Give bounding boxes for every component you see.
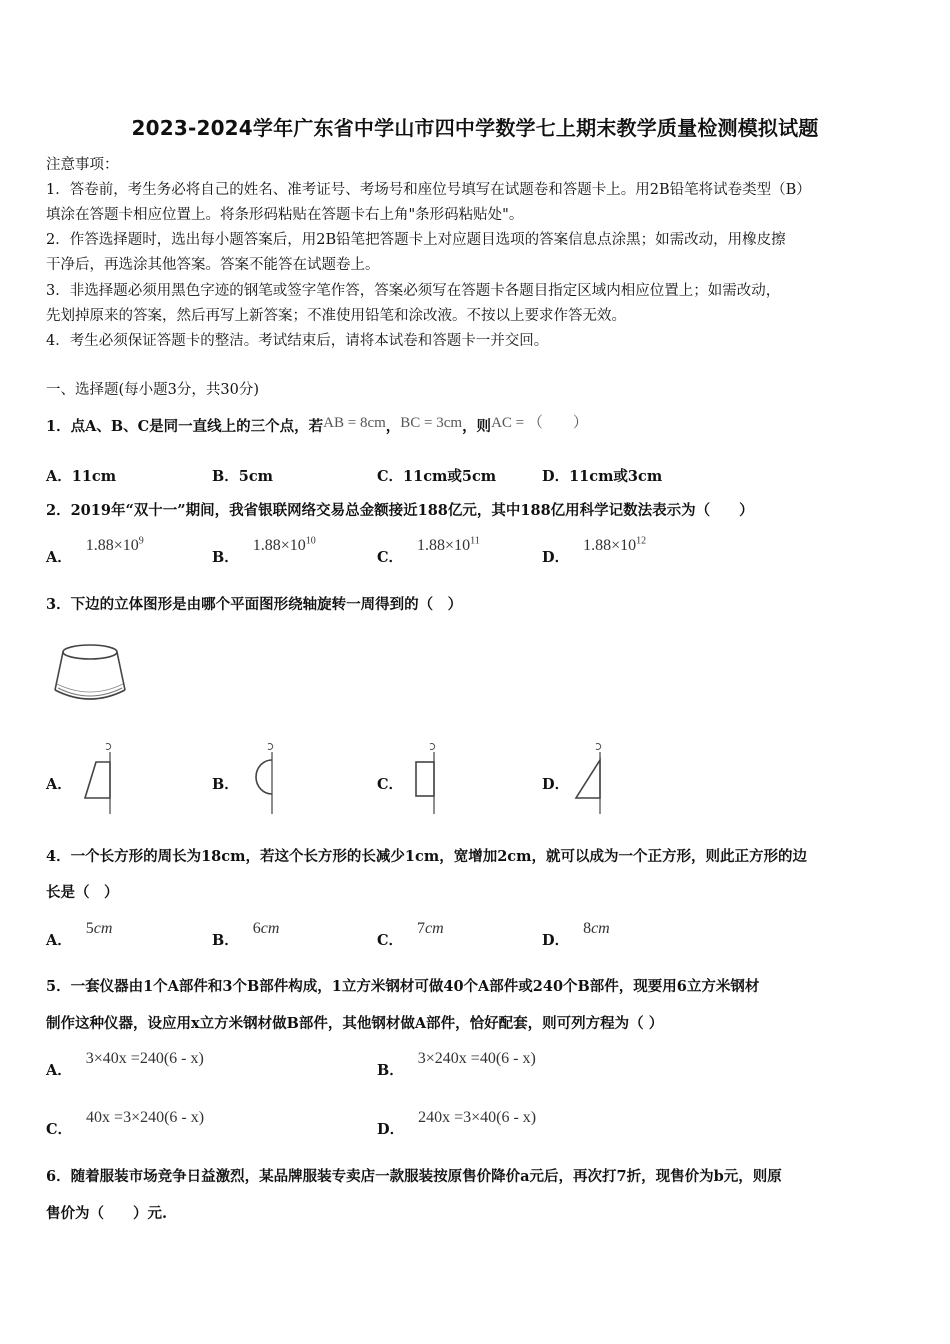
q2-option-c: C．$1.88\times 10^{11}$ <box>377 535 480 566</box>
math-bc: BC = 3cm <box>400 415 463 431</box>
math-ab: AB = 8cm <box>323 415 386 431</box>
q3-figure-b <box>252 742 292 814</box>
notice-line-1: 1．答卷前，考生务必将自己的姓名、准考证号、考场号和座位号填写在试题卷和答题卡上。用2B铅笔将试卷类型（B） <box>46 182 811 198</box>
q1-option-c: C．11cm或5cm <box>377 468 497 485</box>
question-5-stem-2: 制作这种仪器，设应用x立方米钢材做B部件，其他钢材做A部件，恰好配套，则可列方程为（ ） <box>46 1015 664 1032</box>
q5-option-c: C．40x =3×240(6 - x) <box>46 1109 205 1138</box>
q2-option-a: A．$1.88\times 10^9$ <box>46 535 144 566</box>
question-4-stem-2: 长是（ ） <box>46 884 119 901</box>
q3-option-c: C． <box>377 776 404 793</box>
notice-line-7: 4．考生必须保证答题卡的整洁。考试结束后，请将本试卷和答题卡一并交回。 <box>46 333 549 349</box>
question-4-stem-1: 4．一个长方形的周长为18cm，若这个长方形的长减少1cm，宽增加2cm，就可以成为一个正方形，则此正方形的边 <box>46 848 807 865</box>
q4-option-d: D．8cm <box>542 920 610 949</box>
notice-line-6: 先划掉原来的答案，然后再写上新答案；不准使用铅笔和涂改液。不按以上要求作答无效。 <box>46 308 626 324</box>
q4-option-a: A．5cm <box>46 920 113 949</box>
section-heading: 一、选择题(每小题3分，共30分) <box>46 382 259 398</box>
q4-option-b: B．6cm <box>212 920 280 949</box>
q1-option-a: A．11cm <box>46 468 117 485</box>
notice-line-3: 2．作答选择题时，选出每小题答案后，用2B铅笔把答题卡上对应题目选项的答案信息点涂黑；如需改动，用橡皮擦 <box>46 232 786 248</box>
q3-figure-a <box>80 742 120 814</box>
question-6-stem-2: 售价为（ ）元. <box>46 1205 168 1222</box>
q3-figure-d <box>572 742 612 814</box>
q1-option-b: B．5cm <box>212 468 274 485</box>
q2-option-d: D．$1.88\times 10^{12}$ <box>542 535 647 566</box>
question-2-stem: 2．2019年“双十一”期间，我省银联网络交易总金额接近188亿元，其中188亿用科学记数法表示为（ ） <box>46 502 754 519</box>
q3-figure-c <box>410 742 450 814</box>
q5-option-d: D．240x =3×40(6 - x) <box>377 1109 537 1138</box>
question-3-stem: 3．下边的立体图形是由哪个平面图形绕轴旋转一周得到的（ ） <box>46 596 463 613</box>
q1-option-d: D．11cm或3cm <box>542 468 663 485</box>
q4-option-c: C．7cm <box>377 920 444 949</box>
frustum-figure <box>50 640 130 710</box>
question-6-stem-1: 6．随着服装市场竞争日益激烈，某品牌服装专卖店一款服装按原售价降价a元后，再次打7折，现售价为b元，则原 <box>46 1168 782 1185</box>
page-title: 2023-2024学年广东省中学山市四中学数学七上期末教学质量检测模拟试题 <box>131 116 819 140</box>
notice-line-4: 干净后，再选涂其他答案。答案不能答在试题卷上。 <box>46 257 380 273</box>
q3-option-b: B． <box>212 776 239 793</box>
notice-line-2: 填涂在答题卡相应位置上。将条形码粘贴在答题卡右上角"条形码粘贴处"。 <box>46 207 524 223</box>
q5-option-b: B．3×240x =40(6 - x) <box>377 1050 536 1079</box>
math-ac: AC = （ ） <box>491 415 588 431</box>
notice-line-5: 3．非选择题必须用黑色字迹的钢笔或签字笔作答，答案必须写在答题卡各题目指定区域内相应位置上；如需改动， <box>46 283 781 299</box>
q2-option-b: B．$1.88\times 10^{10}$ <box>212 535 316 566</box>
question-1-stem: 1．点A、B、C是同一直线上的三个点，若AB = 8cm，BC = 3cm，则AC = （ ） <box>46 415 588 435</box>
q5-option-a: A．3×40x =240(6 - x) <box>46 1050 204 1079</box>
q3-option-a: A． <box>46 776 72 793</box>
notice-heading: 注意事项： <box>46 157 119 173</box>
q3-option-d: D． <box>542 776 570 793</box>
question-5-stem-1: 5．一套仪器由1个A部件和3个B部件构成，1立方米钢材可做40个A部件或240个B部件，现要用6立方米钢材 <box>46 978 760 995</box>
